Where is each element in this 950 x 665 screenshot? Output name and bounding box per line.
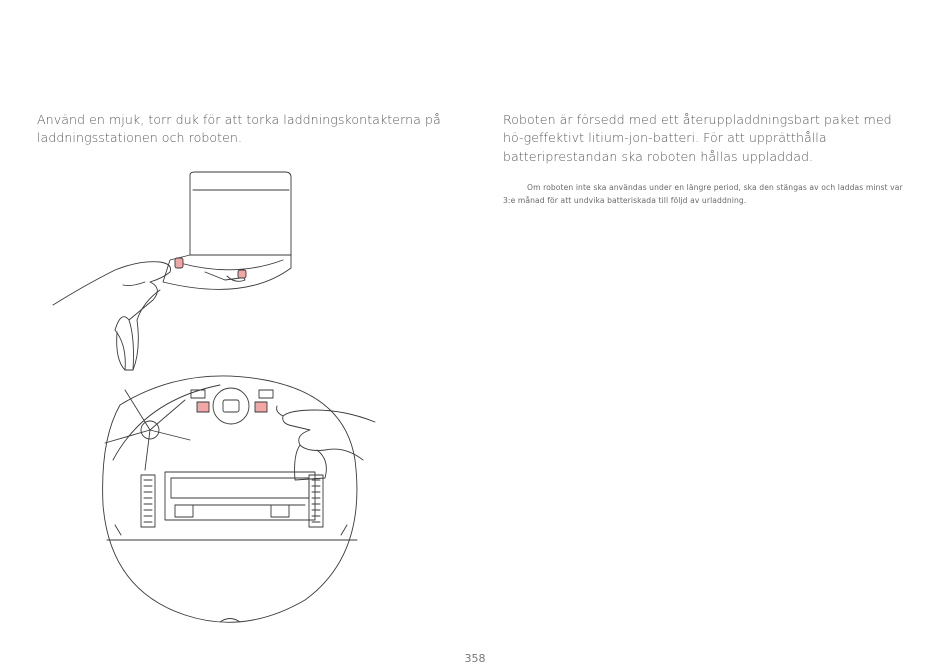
battery-note: Om roboten inte ska användas under en längre period, ska den stängas av och laddas minst var 3:e månad för att undvika batteriskada till följd av urladdning. <box>503 183 903 206</box>
dock-contact-right <box>238 270 246 278</box>
page-number: 358 <box>464 652 486 665</box>
robot-underside-illustration <box>103 376 357 622</box>
robot-contact-left <box>197 402 209 412</box>
instruction-text: Använd en mjuk, torr duk för att torka laddningskontakterna på laddningsstationen och roboten. <box>37 112 441 146</box>
robot-contact-right <box>255 402 267 412</box>
right-column <box>503 111 915 207</box>
hand-cloth-dock-illustration <box>53 262 171 370</box>
hand-cloth-robot-illustration <box>277 406 375 480</box>
charging-dock-illustration <box>163 172 291 289</box>
dock-contact-left <box>175 258 183 268</box>
cleaning-illustration <box>45 160 395 630</box>
left-column <box>37 111 457 148</box>
battery-text: Roboten är försedd med ett återuppladdningsbart paket med hö-geffektivt litium-jon-batteri. För att upprätthålla batteriprestandan ska roboten hållas uppladdad. <box>503 112 892 164</box>
